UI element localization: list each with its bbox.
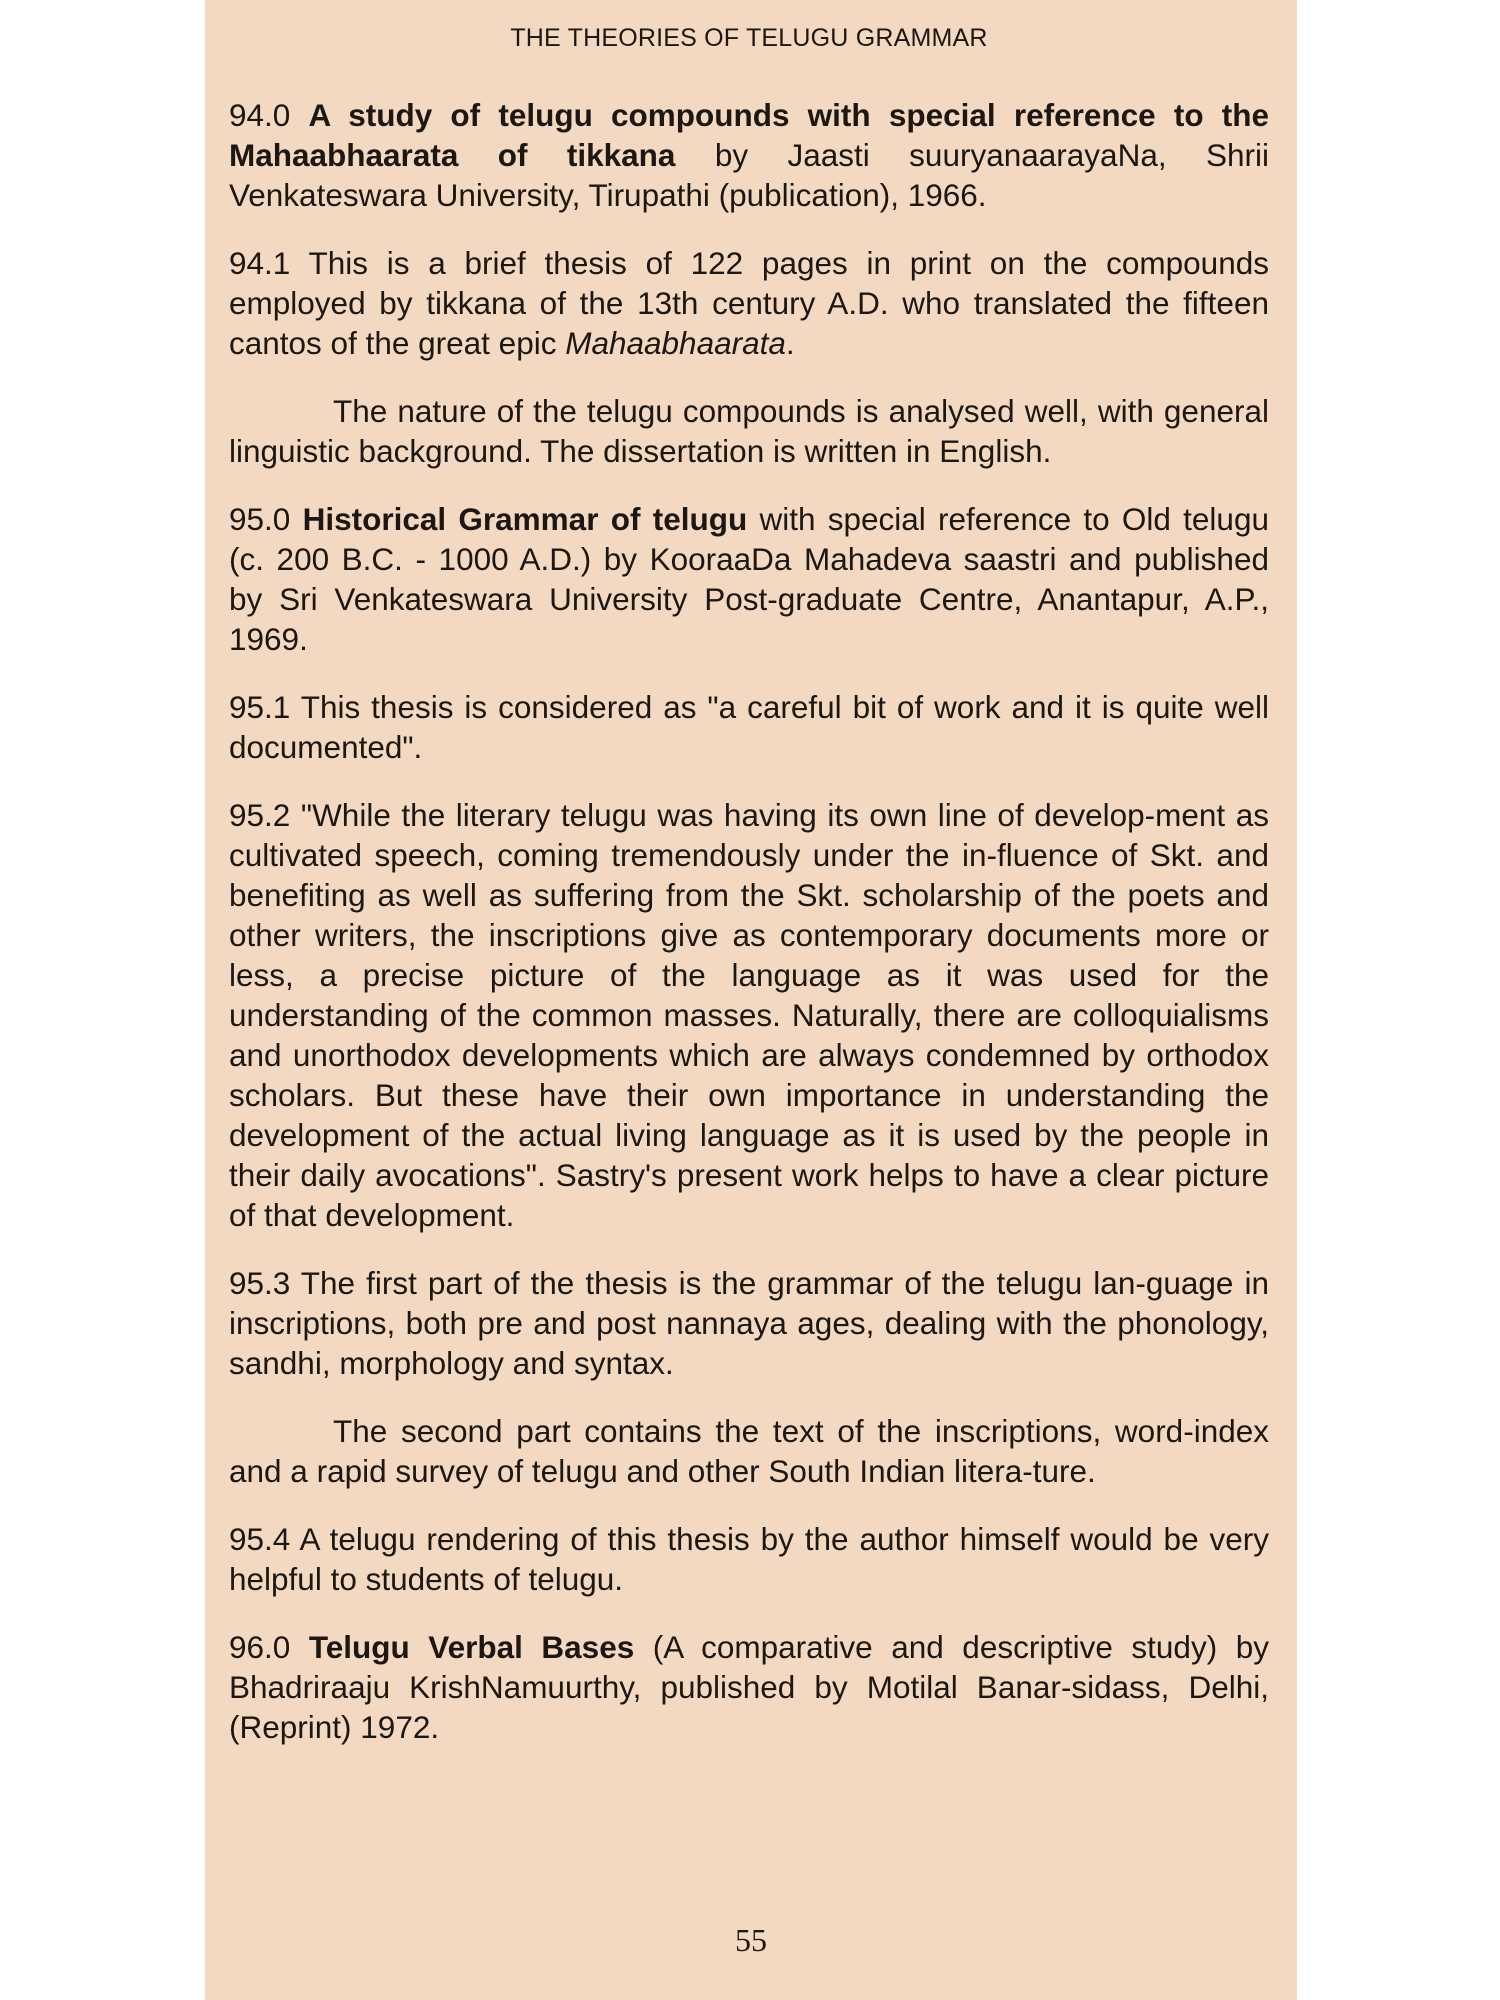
entry-number: 95.0: [229, 501, 303, 537]
entry-94-1: [229, 243, 1269, 363]
entry-title: Telugu Verbal Bases: [308, 1629, 635, 1665]
entry-96-0: [229, 1627, 1269, 1747]
entry-text-end: .: [785, 325, 795, 361]
entry-95-3-cont: The second part contains the text of the inscriptions, word-index and a rapid survey of telugu and other South Indian litera-ture.: [229, 1413, 1269, 1489]
entry-text: by Jaasti suuryanaarayaNa, Shrii Venkateswara University, Tirupathi (publication), 1966.: [229, 137, 1269, 213]
entry-title: Historical Grammar of telugu: [302, 501, 748, 537]
entry-95-1: 95.1 This thesis is considered as "a careful bit of work and it is quite well documented".: [229, 689, 1269, 765]
page-number: 55: [735, 1922, 767, 1958]
entry-94-0: [229, 95, 1269, 215]
entry-number: 94.0: [229, 97, 309, 133]
entry-number: 96.0: [229, 1629, 309, 1665]
entry-text: 94.1 This is a brief thesis of 122 pages in print on the compounds employed by tikkana of the 13th century A.D. who translated the fifteen cantos of the great epic: [229, 245, 1269, 361]
running-head: THE THEORIES OF TELUGU GRAMMAR: [510, 24, 988, 52]
entry-95-0: [229, 499, 1269, 659]
entry-title: A study of telugu compounds with special reference to the Mahaabhaarata of tikkana: [229, 97, 1269, 173]
entry-95-3: 95.3 The first part of the thesis is the grammar of the telugu lan-guage in inscriptions, both pre and post nannaya ages, dealing with the phonology, sandhi, morphology and syntax.: [229, 1265, 1269, 1381]
entry-95-2: 95.2 "While the literary telugu was having its own line of develop-ment as cultivated speech, coming tremendously under the in-fluence of Skt. and benefiting as well as suffering from the Skt. scholarship of the poets and other writers, the inscriptions give as contemporary documents more or less, a precise picture of the language as it was used for the understanding of the common masses. Naturally, there are colloquialisms and unorthodox developments which are always condemned by orthodox scholars. But these have their own importance in understanding the development of the actual living language as it is used by the people in their daily avocations". Sastry's present work helps to have a clear picture of that development.: [229, 797, 1269, 1233]
entry-95-4: 95.4 A telugu rendering of this thesis by the author himself would be very helpful to students of telugu.: [229, 1521, 1269, 1597]
entry-text: with special reference to Old telugu (c. 200 B.C. - 1000 A.D.) by KooraaDa Mahadeva saastri and published by Sri Venkateswara University Post-graduate Centre, Anantapur, A.P., 1969.: [229, 501, 1269, 657]
epic-title: Mahaabhaarata: [565, 325, 786, 361]
book-page: [205, 0, 1297, 2000]
entry-94-1-cont: The nature of the telugu compounds is analysed well, with general linguistic background. The dissertation is written in English.: [229, 393, 1269, 469]
entry-text: (A comparative and descriptive study) by Bhadriraaju KrishNamuurthy, published by Motilal Banar-sidass, Delhi, (Reprint) 1972.: [229, 1629, 1269, 1745]
